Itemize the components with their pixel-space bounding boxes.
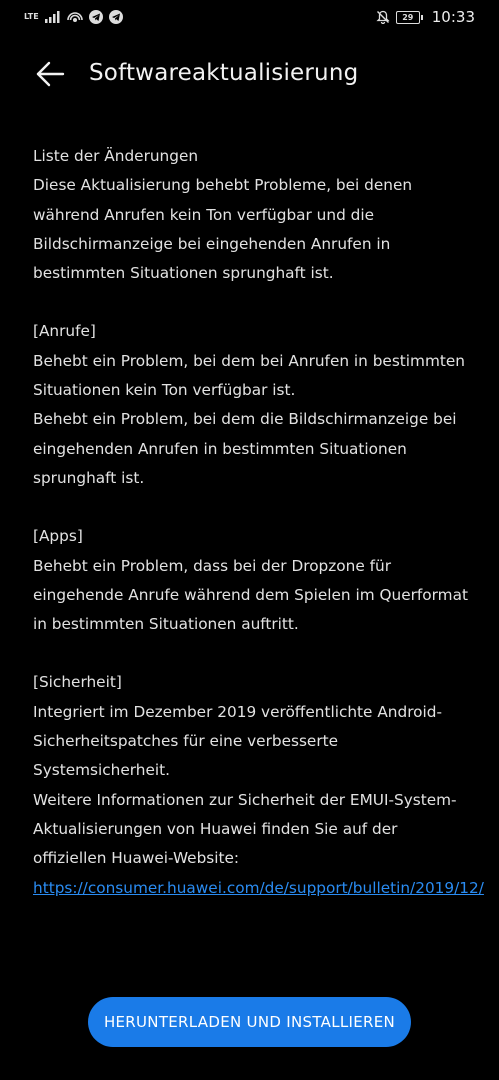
changelog-content bbox=[33, 142, 484, 903]
calls-heading: [Anrufe] bbox=[33, 322, 96, 341]
calls-text-2: Behebt ein Problem, bei dem die Bildschirmanzeige bei eingehenden Anrufen in bestimmten Situationen sprunghaft ist. bbox=[33, 410, 457, 487]
changes-text: Diese Aktualisierung behebt Probleme, bei denen während Anrufen kein Ton verfügbar und die Bildschirmanzeige bei eingehenden Anrufen in bestimmten Situationen sprunghaft ist. bbox=[33, 176, 413, 283]
back-button[interactable] bbox=[34, 58, 66, 90]
battery-icon: 29 bbox=[396, 11, 420, 24]
app-header bbox=[0, 50, 499, 100]
security-text-2 bbox=[33, 786, 484, 903]
hotspot-icon bbox=[67, 10, 83, 24]
download-install-button[interactable]: HERUNTERLADEN UND INSTALLIEREN bbox=[88, 997, 411, 1047]
page-title: Softwareaktualisierung bbox=[89, 60, 359, 86]
status-left bbox=[24, 10, 123, 24]
security-heading: [Sicherheit] bbox=[33, 673, 122, 692]
status-bar bbox=[0, 0, 499, 34]
status-time: 10:33 bbox=[431, 8, 475, 26]
apps-heading: [Apps] bbox=[33, 527, 83, 546]
telegram-icon bbox=[109, 10, 123, 24]
security-text-1: Integriert im Dezember 2019 veröffentlichte Android-Sicherheitspatches für eine verbesserte Systemsicherheit. bbox=[33, 702, 442, 780]
security-text-2-body: Weitere Informationen zur Sicherheit der EMUI-System-Aktualisierungen von Huawei finden Sie auf der offiziellen Huawei-Website: bbox=[33, 790, 457, 868]
security-bulletin-link[interactable]: https://consumer.huawei.com/de/support/bulletin/2019/12/ bbox=[33, 878, 484, 897]
apps-text: Behebt ein Problem, dass bei der Dropzone für eingehende Anrufe während dem Spielen im Querformat in bestimmten Situationen auftritt. bbox=[33, 556, 468, 634]
telegram-icon bbox=[89, 10, 103, 24]
mute-bell-icon bbox=[376, 10, 390, 24]
network-type: LTE bbox=[24, 12, 39, 21]
back-arrow-icon bbox=[34, 58, 66, 90]
changes-heading: Liste der Änderungen bbox=[33, 147, 199, 165]
calls-text-1: Behebt ein Problem, bei dem bei Anrufen in bestimmten Situationen kein Ton verfügbar ist. bbox=[33, 351, 465, 400]
status-right bbox=[376, 8, 475, 26]
signal-icon bbox=[45, 11, 61, 23]
